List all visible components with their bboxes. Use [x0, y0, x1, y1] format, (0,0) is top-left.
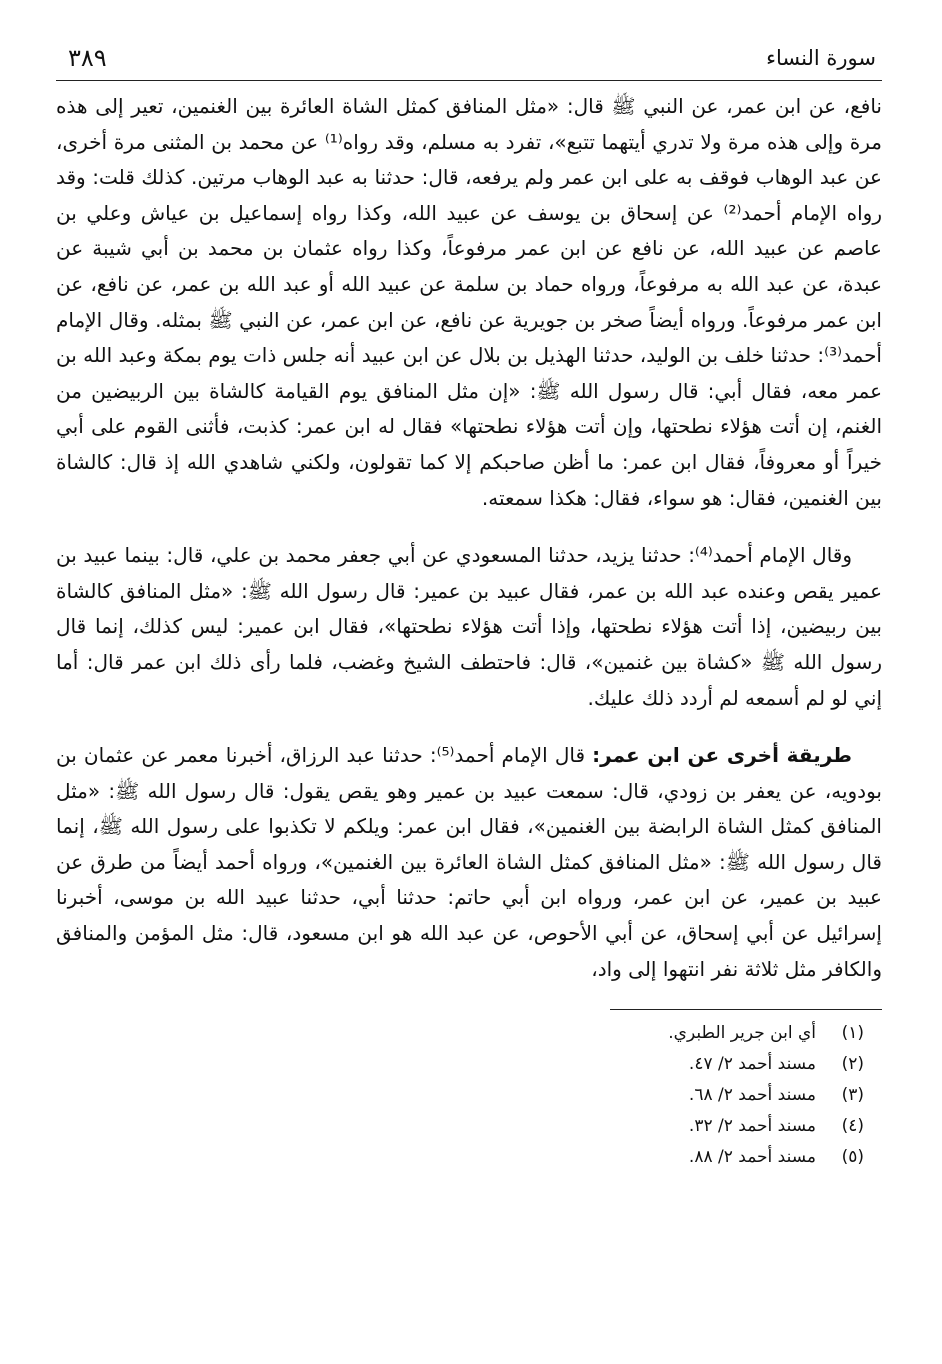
footnote-text: مسند أحمد ٢/ ٣٢.: [688, 1116, 816, 1137]
paragraph-3: [56, 738, 882, 987]
footnote-2: [56, 1049, 864, 1080]
paragraph-2-text: وقال الإمام أحمد⁽⁴⁾: حدثنا يزيد، حدثنا المسعودي عن أبي جعفر محمد بن علي، قال: بينما عبيد بن عمير يقص وعنده عبد الله بن عمر، فقال عبيد بن عمير: قال رسول الله ﷺ: «مثل المنافق كالشاة بين ربيضين، إذا أتت هؤلاء نطحتها، وإذا أتت هؤلاء نطحتها»، فقال ابن عمير: ليس كذلك، إنما قال رسول الله ﷺ «كشاة بين غنمين»، قال: فاحتطف الشيخ وغضب، فلما رأى ذلك ابن عمر قال: أما إني لو لم أسمعه لم أردد ذلك عليك.: [56, 543, 882, 710]
footnote-5: [56, 1142, 864, 1173]
paragraph-3-text: قال الإمام أحمد⁽⁵⁾: حدثنا عبد الرزاق، أخبرنا معمر عن عثمان بن بودويه، عن يعفر بن زودي، قال: سمعت عبيد بن عمير وهو يقص يقول: قال رسول الله ﷺ: «مثل المنافق كمثل الشاة الرابضة بين الغنمين»، فقال ابن عمر: ويلكم لا تكذبوا على رسول الله ﷺ، إنما قال رسول الله ﷺ: «مثل المنافق كمثل الشاة العائرة بين الغنمين»، ورواه أحمد أيضاً من طرق عن عبيد بن عمير، عن ابن عمر، ورواه ابن أبي حاتم: حدثنا أبي، حدثنا عبيد الله بن موسى، أخبرنا إسرائيل عن أبي إسحاق، عن أبي الأحوص، عن عبد الله هو ابن مسعود، قال: مثل المؤمن والمنافق والكافر مثل ثلاثة نفر انتهوا إلى واد،: [56, 743, 882, 981]
footnote-number: (٢): [841, 1054, 864, 1075]
footnote-text: مسند أحمد ٢/ ٤٧.: [688, 1054, 816, 1075]
footnote-separator: [610, 1009, 882, 1010]
footnotes: [56, 1018, 882, 1173]
footnote-3: [56, 1080, 864, 1111]
footnote-4: [56, 1111, 864, 1142]
footnote-1: [56, 1018, 864, 1049]
paragraph-1: [56, 89, 882, 516]
footnote-number: (٥): [841, 1147, 864, 1168]
footnote-number: (٤): [841, 1116, 864, 1137]
paragraph-2: [56, 538, 882, 716]
footnote-text: أي ابن جرير الطبري.: [668, 1023, 816, 1044]
page-header: [56, 40, 882, 81]
paragraph-3-lead: طريقة أخرى عن ابن عمر:: [592, 743, 852, 768]
page-number: ٣٨٩: [68, 44, 107, 72]
footnote-text: مسند أحمد ٢/ ٨٨.: [688, 1147, 816, 1168]
footnote-number: (٣): [841, 1085, 864, 1106]
surah-title: سورة النساء: [766, 46, 876, 70]
book-page: [56, 40, 882, 1340]
paragraph-1-text: نافع، عن ابن عمر، عن النبي ﷺ قال: «مثل المنافق كمثل الشاة العائرة بين الغنمين، تعير إلى هذه مرة وإلى هذه مرة ولا تدري أيتهما تتبع»، تفرد به مسلم، وقد رواه⁽¹⁾ عن محمد بن المثنى مرة أخرى، عن عبد الوهاب فوقف به على ابن عمر ولم يرفعه، قال: حدثنا به عبد الوهاب مرتين. كذلك قلت: وقد رواه الإمام أحمد⁽²⁾ عن إسحاق بن يوسف عن عبيد الله، وكذا رواه إسماعيل بن عياش وعلي بن عاصم عن عبيد الله، عن نافع عن ابن عمر مرفوعاً، وكذا رواه عثمان بن محمد بن أبي شيبة عن عبدة، عن عبد الله به مرفوعاً، ورواه حماد بن سلمة عن عبيد الله أو عبد الله بن عمر، عن نافع، عن ابن عمر مرفوعاً. ورواه أيضاً صخر بن جويرية عن نافع، عن ابن عمر، عن النبي ﷺ بمثله. وقال الإمام أحمد⁽³⁾: حدثنا خلف بن الوليد، حدثنا الهذيل بن بلال عن ابن عبيد أنه جلس ذات يوم بمكة وعبد الله بن عمر معه، فقال أبي: قال رسول الله ﷺ: «إن مثل المنافق يوم القيامة كالشاة بين الربيضين من الغنم، إن أتت هؤلاء نطحتها، وإن أتت هؤلاء نطحتها» فقال له ابن عمر: كذبت، فأثنى القوم على أبي خيراً أو معروفاً، فقال ابن عمر: ما أظن صاحبكم إلا كما تقولون، ولكني شاهدي الله إذ قال: كالشاة بين الغنمين، فقال: هو سواء، فقال: هكذا سمعته.: [56, 94, 883, 510]
main-text: [56, 89, 882, 987]
footnote-text: مسند أحمد ٢/ ٦٨.: [688, 1085, 816, 1106]
footnote-number: (١): [841, 1023, 864, 1044]
